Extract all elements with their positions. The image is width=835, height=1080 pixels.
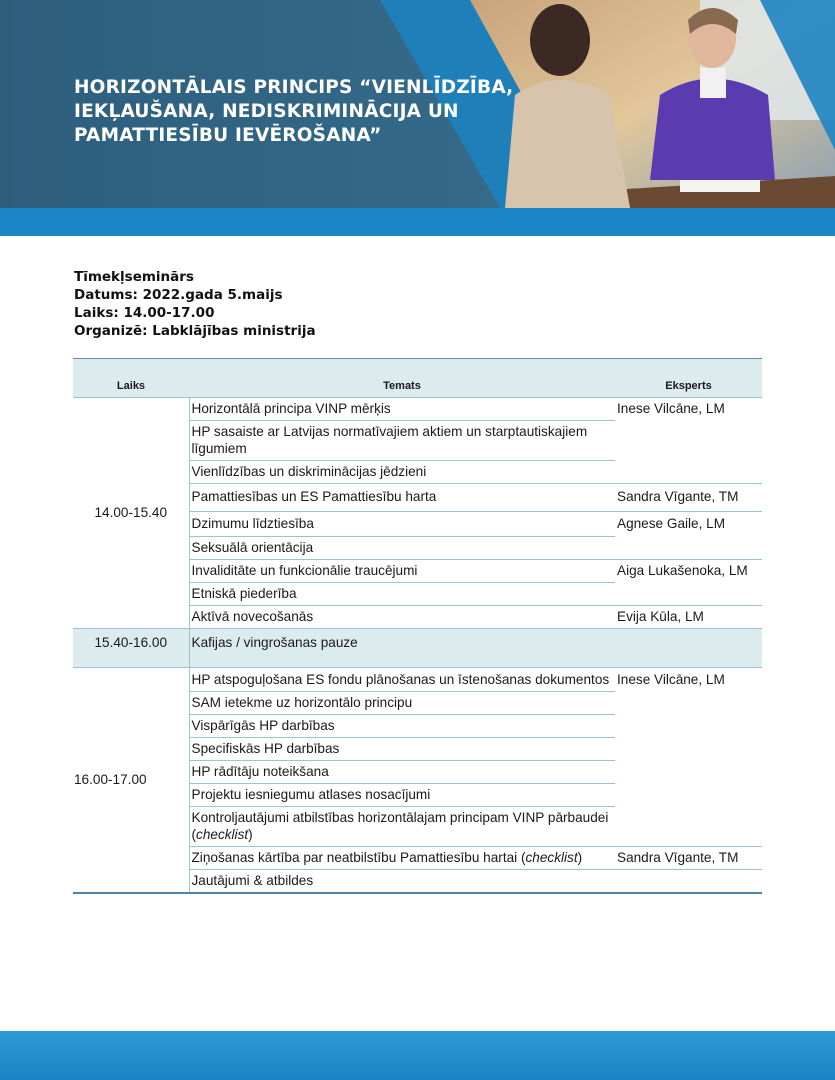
page-title	[74, 76, 594, 148]
topic-cell: Pamattiesības un ES Pamattiesību harta	[189, 484, 615, 512]
event-time: Laiks: 14.00-17.00	[74, 305, 215, 321]
time-slot-2: 16.00-17.00	[73, 668, 189, 894]
expert-cell: Sandra Vīgante, TM	[615, 484, 762, 512]
topic-cell: Kontroljautājumi atbilstības horizontālajam principam VINP pārbaudei (checklist)	[189, 807, 615, 847]
agenda-table	[73, 358, 762, 894]
title-line-2: IEKĻAUŠANA, NEDISKRIMINĀCIJA UN	[74, 101, 459, 122]
event-format: Tīmekļseminārs	[74, 269, 194, 285]
event-organizer	[74, 322, 316, 340]
topic-cell: Horizontālā principa VINP mērķis	[189, 398, 615, 421]
header-expert: Eksperts	[615, 359, 762, 398]
topic-cell: Etniskā piederība	[189, 583, 615, 606]
topic-cell: Projektu iesniegumu atlases nosacījumi	[189, 784, 615, 807]
title-line-1: HORIZONTĀLAIS PRINCIPS “VIENLĪDZĪBA,	[74, 77, 514, 98]
table-row-pause	[73, 629, 762, 668]
expert-cell: Inese Vilcāne, LM	[615, 668, 762, 847]
topic-cell: Jautājumi & atbildes	[189, 870, 615, 894]
table-row	[73, 668, 762, 692]
header-time: Laiks	[73, 359, 189, 398]
topic-cell: Invaliditāte un funkcionālie traucējumi	[189, 560, 615, 583]
header-topic: Temats	[189, 359, 615, 398]
expert-cell: Sandra Vīgante, TM	[615, 847, 762, 870]
expert-cell: Evija Kūla, LM	[615, 606, 762, 629]
topic-cell: Seksuālā orientācija	[189, 537, 615, 560]
topic-cell: Kafijas / vingrošanas pauze	[189, 629, 615, 668]
time-slot-1: 14.00-15.40	[73, 398, 189, 629]
expert-cell: Inese Vilcāne, LM	[615, 398, 762, 484]
topic-cell: SAM ietekme uz horizontālo principu	[189, 692, 615, 715]
expert-cell	[615, 870, 762, 894]
topic-cell: Vienlīdzības un diskriminācijas jēdzieni	[189, 461, 615, 484]
expert-cell: Agnese Gaile, LM	[615, 512, 762, 560]
table-header-row	[73, 359, 762, 398]
title-line-3: PAMATTIESĪBU IEVĒROŠANA”	[74, 125, 382, 146]
footer-band	[0, 1031, 835, 1080]
topic-cell: Aktīvā novecošanās	[189, 606, 615, 629]
topic-cell: Dzimumu līdztiesība	[189, 512, 615, 537]
time-slot-pause: 15.40-16.00	[73, 629, 189, 668]
topic-cell: Specifiskās HP darbības	[189, 738, 615, 761]
topic-cell: HP sasaiste ar Latvijas normatīvajiem aktiem un starptautiskajiem līgumiem	[189, 421, 615, 461]
organizer-value: : Labklājības ministrija	[142, 323, 316, 339]
expert-cell: Aiga Lukašenoka, LM	[615, 560, 762, 606]
topic-cell: HP atspoguļošana ES fondu plānošanas un īstenošanas dokumentos	[189, 668, 615, 692]
topic-cell: HP rādītāju noteikšana	[189, 761, 615, 784]
expert-cell	[615, 629, 762, 668]
table-row	[73, 398, 762, 421]
header-banner	[0, 0, 835, 236]
organizer-label: Organizē	[74, 323, 143, 339]
topic-cell: Ziņošanas kārtība par neatbilstību Pamattiesību hartai (checklist)	[189, 847, 615, 870]
topic-cell: Vispārīgās HP darbības	[189, 715, 615, 738]
event-date: Datums: 2022.gada 5.maijs	[74, 287, 283, 303]
event-info	[74, 268, 316, 340]
